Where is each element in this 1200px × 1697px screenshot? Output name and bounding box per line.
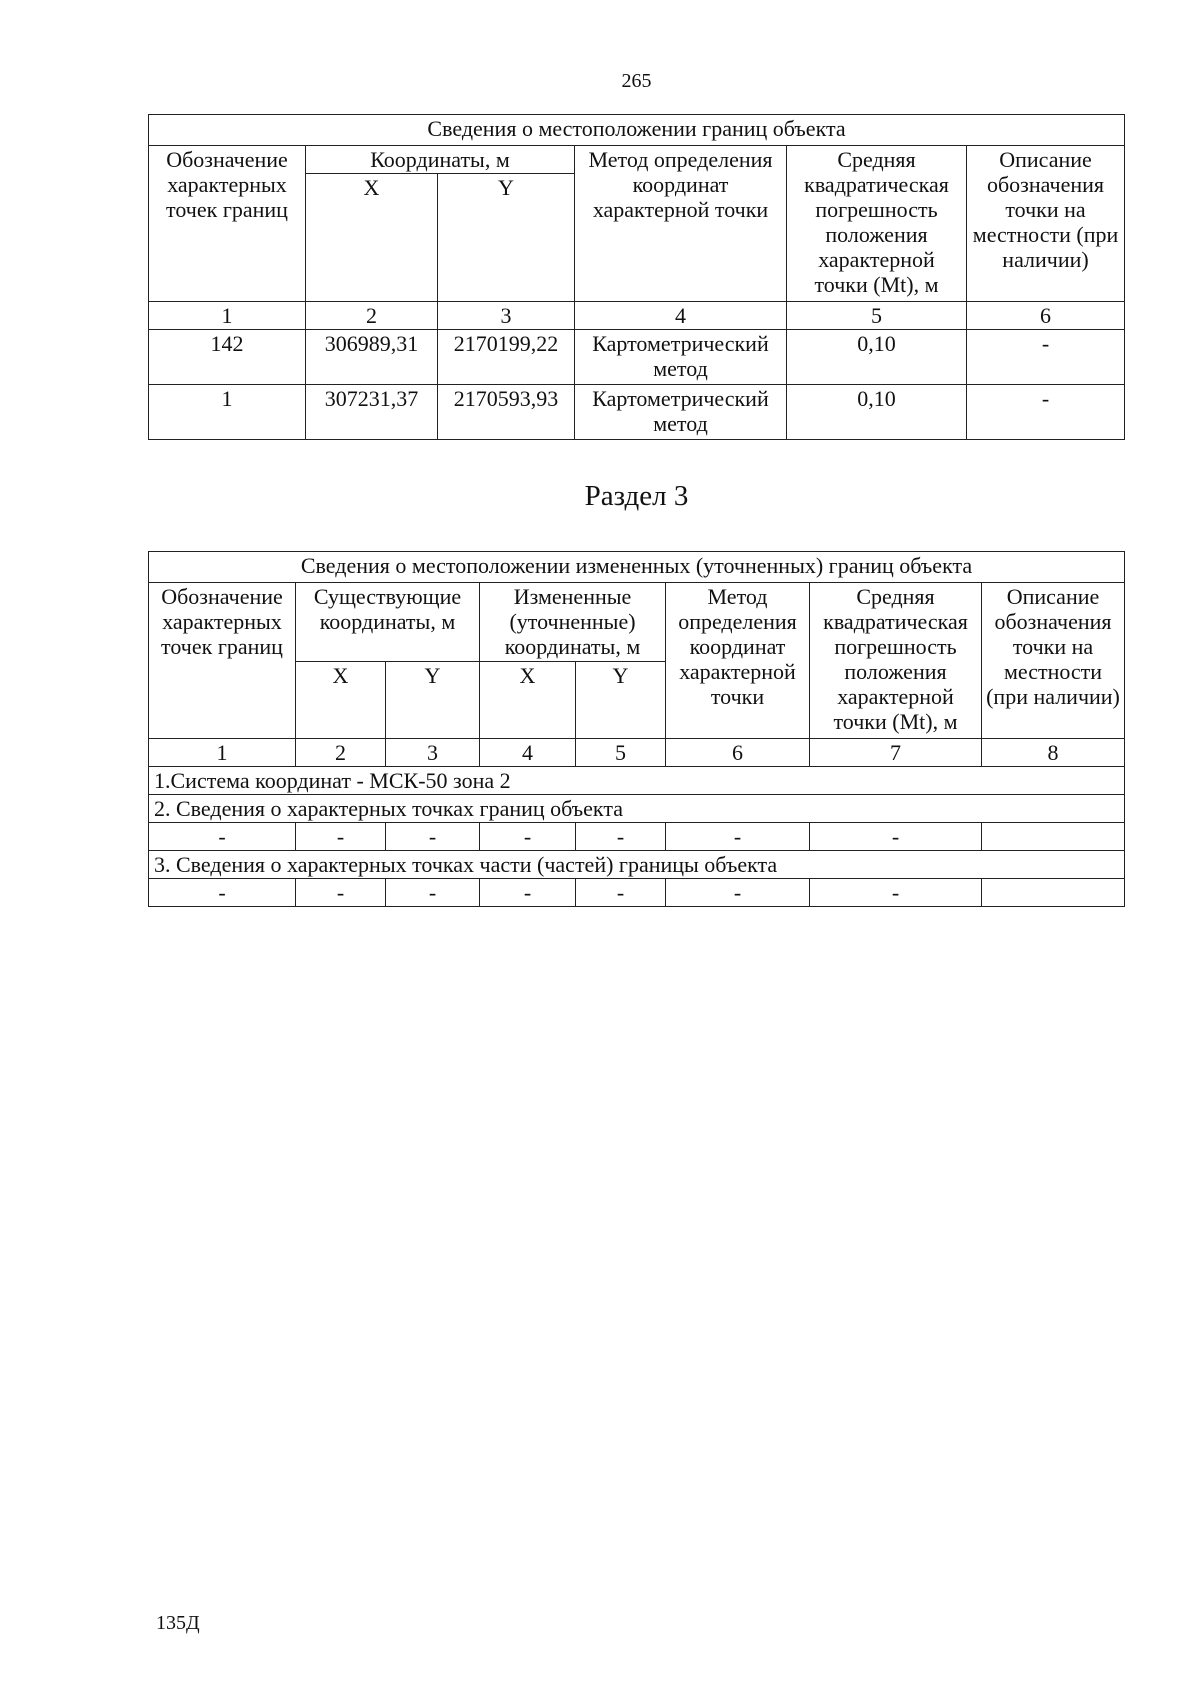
header-method: Метод определения координат характерной точки [666, 583, 810, 739]
table-row [149, 385, 1125, 440]
table-title: Сведения о местоположении границ объекта [149, 115, 1125, 146]
column-number: 4 [480, 739, 576, 767]
header-description: Описание обозначения точки на местности (при наличии) [982, 583, 1125, 739]
table-title: Сведения о местоположении измененных (уточненных) границ объекта [149, 552, 1125, 583]
column-number: 6 [666, 739, 810, 767]
header-method: Метод определения координат характерной точки [575, 146, 787, 302]
column-number: 5 [787, 302, 967, 330]
cell-dash: - [666, 879, 810, 907]
changed-boundary-table [148, 551, 1125, 907]
cell-dash: - [149, 879, 296, 907]
column-number: 1 [149, 739, 296, 767]
cell-dash: - [149, 823, 296, 851]
cell-description: - [967, 385, 1125, 440]
subsection-boundary-points: 2. Сведения о характерных точках границ объекта [149, 795, 1125, 823]
cell-empty [982, 879, 1125, 907]
footer-code: 135Д [156, 1612, 200, 1634]
column-number: 8 [982, 739, 1125, 767]
column-number: 5 [576, 739, 666, 767]
cell-dash: - [480, 879, 576, 907]
cell-y: 2170593,93 [438, 385, 575, 440]
header-mean-error: Средняя квадратическая погрешность положения характерной точки (Mt), м [810, 583, 982, 739]
header-description: Описание обозначения точки на местности (при наличии) [967, 146, 1125, 302]
column-number: 3 [438, 302, 575, 330]
table-row [149, 879, 1125, 907]
cell-dash: - [666, 823, 810, 851]
header-mean-error: Средняя квадратическая погрешность положения характерной точки (Mt), м [787, 146, 967, 302]
cell-dash: - [296, 823, 386, 851]
cell-dash: - [810, 823, 982, 851]
column-number: 6 [967, 302, 1125, 330]
cell-dash: - [386, 823, 480, 851]
page-number: 265 [621, 70, 652, 92]
column-number: 7 [810, 739, 982, 767]
cell-error: 0,10 [787, 385, 967, 440]
header-changed-coordinates: Измененные (уточненные) координаты, м [480, 583, 666, 662]
header-existing-coordinates: Существующие координаты, м [296, 583, 480, 662]
header-point-designation: Обозначение характерных точек границ [149, 583, 296, 739]
subsection-part-boundary-points: 3. Сведения о характерных точках части (частей) границы объекта [149, 851, 1125, 879]
table-row [149, 823, 1125, 851]
cell-description: - [967, 330, 1125, 385]
subsection-coordinate-system: 1.Система координат - МСК-50 зона 2 [149, 767, 1125, 795]
column-number: 1 [149, 302, 306, 330]
column-number: 3 [386, 739, 480, 767]
cell-point: 1 [149, 385, 306, 440]
cell-dash: - [296, 879, 386, 907]
header-point-designation: Обозначение характерных точек границ [149, 146, 306, 302]
boundary-location-table [148, 114, 1125, 440]
column-number: 2 [296, 739, 386, 767]
cell-dash: - [576, 823, 666, 851]
cell-method: Картометрический метод [575, 385, 787, 440]
cell-method: Картометрический метод [575, 330, 787, 385]
header-x: X [306, 174, 438, 302]
header-existing-x: X [296, 662, 386, 739]
header-changed-y: Y [576, 662, 666, 739]
cell-x: 307231,37 [306, 385, 438, 440]
cell-dash: - [810, 879, 982, 907]
header-y: Y [438, 174, 575, 302]
cell-y: 2170199,22 [438, 330, 575, 385]
cell-dash: - [576, 879, 666, 907]
cell-dash: - [386, 879, 480, 907]
header-existing-y: Y [386, 662, 480, 739]
section-title: Раздел 3 [584, 480, 689, 512]
header-coordinates: Координаты, м [306, 146, 575, 174]
header-changed-x: X [480, 662, 576, 739]
cell-point: 142 [149, 330, 306, 385]
cell-empty [982, 823, 1125, 851]
cell-dash: - [480, 823, 576, 851]
cell-error: 0,10 [787, 330, 967, 385]
column-number: 4 [575, 302, 787, 330]
column-number: 2 [306, 302, 438, 330]
cell-x: 306989,31 [306, 330, 438, 385]
table-row [149, 330, 1125, 385]
